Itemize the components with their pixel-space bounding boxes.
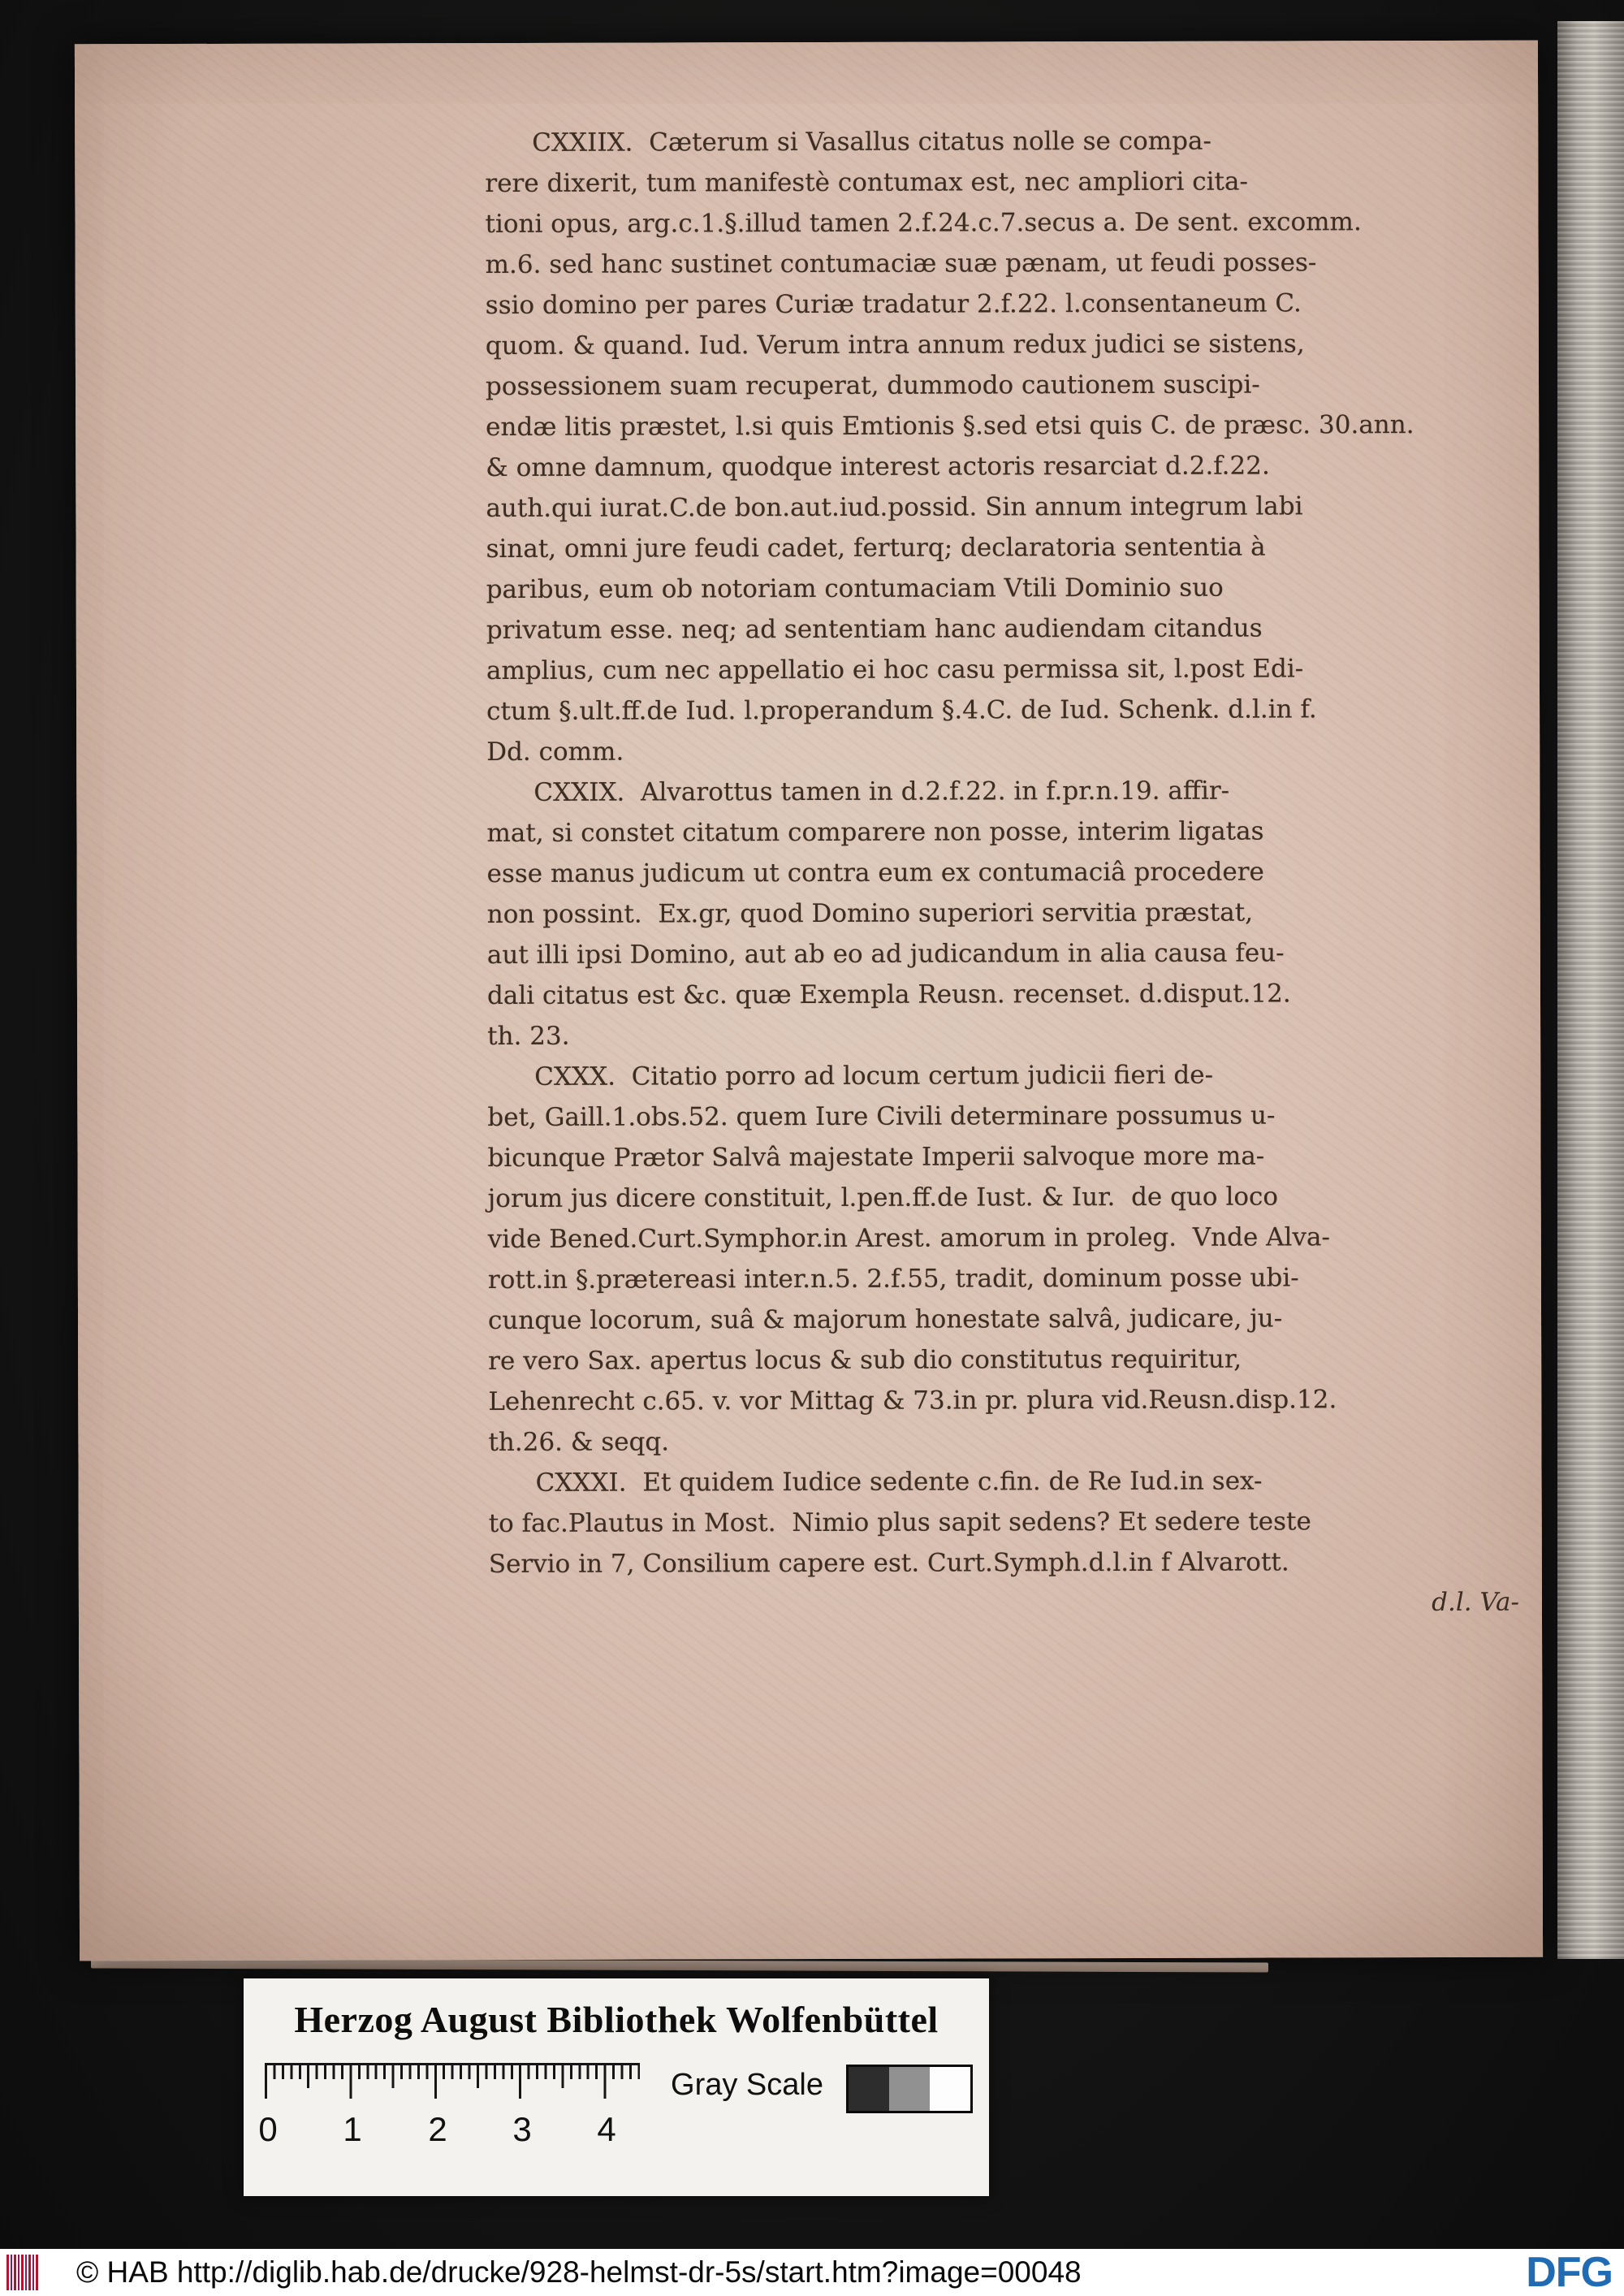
ruler [258,2063,643,2168]
ruler-number-1: 1 [343,2110,362,2148]
color-calibration-icon [6,2255,39,2290]
book-fore-edge [1557,21,1624,1959]
catchword: d.l. Va- [1432,1587,1519,1617]
paragraph-cxxx: CXXX. Citatio porro ad locum certum judicii fieri de- bet, Gaill.1.obs.52. quem Iure Civili determinare possumus u- bicunque Prætor Salvâ majestate Imperii salvoque more ma- jorum jus dicere constituit, l.pen.ff.de Iust. & Iur. de quo loco vide Bened.Curt.Symphor.in Arest. amorum in proleg. Vnde Alva- rott.in §.prætereasi inter.n.5. 2.f.55, tradit, dominum posse ubi- cunque locorum, suâ & majorum honestate salvâ, judicare, ju- re vero Sax. apertus locus & sub dio constitutus requiritur, Lehenrecht c.65. v. vor Mittag & 73.in pr. plura vid.Reusn.disp.12. th.26. & seqq. [487,1060,1337,1458]
gray-scale-label: Gray Scale [671,2068,823,2102]
ruler-number-4: 4 [597,2110,616,2148]
book-page [75,41,1543,1961]
ruler-ticks [265,2063,640,2100]
paragraph-cxxix: CXXIX. Alvarottus tamen in d.2.f.22. in f.pr.n.19. affir- mat, si constet citatum comparere non posse, interim ligatas esse manus judicum ut contra eum ex contumaciâ procedere non possint. Ex.gr, quod Domino superiori servitia præstat, aut illi ipsi Domino, aut ab eo ad judicandum in alia causa feu- dali citatus est &c. quæ Exempla Reusn. recenset. d.disput.12. th. 23. [486,776,1291,1052]
page-text-block [485,120,1557,1625]
dfg-logo: DFG [1526,2249,1613,2296]
paragraph-cxxxi: CXXXI. Et quidem Iudice sedente c.fin. de Re Iud.in sex- to fac.Plautus in Most. Nimio plus sapit sedens? Et sedere teste Servio in 7, Consilium capere est. Curt.Symph.d.l.in f Alvarott. [488,1466,1311,1580]
gray-swatch-dark [849,2067,889,2111]
ruler-number-0: 0 [258,2110,278,2148]
copyright-url: © HAB http://diglib.hab.de/drucke/928-helmst-dr-5s/start.htm?image=00048 [76,2255,1082,2289]
gray-scale-swatches [846,2065,973,2113]
page-stack-edge [91,1958,1268,1972]
ruler-number-2: 2 [428,2110,447,2148]
footer-bar [0,2249,1624,2296]
gray-swatch-light [930,2067,970,2111]
paragraph-cxxiix: CXXIIX. Cæterum si Vasallus citatus nolle se compa- rere dixerit, tum manifestè contumax est, nec ampliori cita- tioni opus, arg.c.1.§.illud tamen 2.f.24.c.7.secus a. De sent. excomm. m.6. sed hanc sustinet contumaciæ suæ pænam, ut feudi posses- ssio domino per pares Curiæ tradatur 2.f.22. l.consentaneum C. quom. & quand. Iud. Verum intra annum redux judici se sistens, possessionem suam recuperat, dummodo cautionem suscipi- endæ litis præstet, l.si quis Emtionis §.sed etsi quis C. de præsc. 30.ann. & omne damnum, quodque interest actoris resarciat d.2.f.22. auth.qui iurat.C.de bon.aut.iud.possid. Sin annum integrum labi sinat, omni jure feudi cadet, ferturq; declaratoria sententia à paribus, eum ob notoriam contumaciam Vtili Dominio suo privatum esse. neq; ad sententiam hanc audiendam citandus amplius, cum nec appellatio ei hoc casu permissa sit, l.post Edi- ctum §.ult.ff.de Iud. l.properandum §.4.C. de Iud. Schenk. d.l.in f. Dd. comm. [485,126,1415,767]
library-label-card [244,1978,989,2196]
gray-swatch-mid [889,2067,930,2111]
ruler-row [258,2063,973,2168]
ruler-number-3: 3 [512,2110,532,2148]
library-name: Herzog August Bibliothek Wolfenbüttel [294,1999,939,2040]
